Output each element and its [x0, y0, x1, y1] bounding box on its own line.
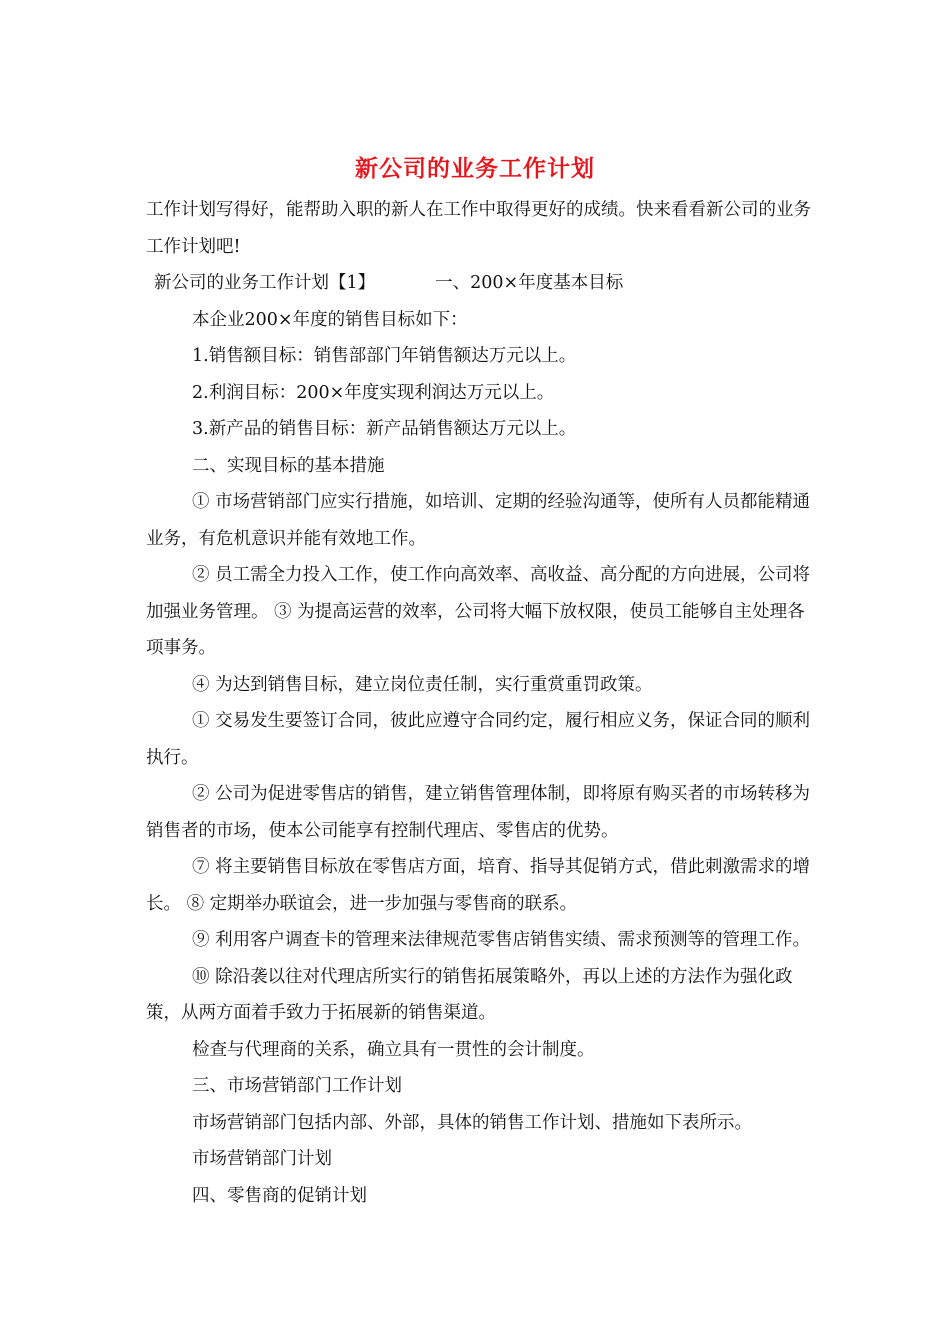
- heading-annual-goals: 一、200×年度基本目标: [435, 273, 624, 293]
- paragraph: ⑨ 利用客户调查卡的管理来法律规范零售店销售实绩、需求预测等的管理工作。: [192, 930, 811, 950]
- section-heading: 二、实现目标的基本措施: [192, 455, 385, 476]
- paragraph: ④ 为达到销售目标，建立岗位责任制，实行重赏重罚政策。: [192, 674, 653, 695]
- section-heading: 四、零售商的促销计划: [192, 1185, 367, 1206]
- section-heading: 三、市场营销部门工作计划: [192, 1076, 402, 1096]
- paragraph: 市场营销部门计划: [192, 1149, 332, 1169]
- list-item: 1.销售额目标：销售部部门年销售额达万元以上。: [192, 346, 577, 366]
- paragraph: ② 公司为促进零售店的销售，建立销售管理体制，即将原有购买者的市场转移为销售者的市场，使本公司能享有控制代理店、零售店的优势。: [146, 784, 811, 841]
- paragraph: ⑦ 将主要销售目标放在零售店方面，培育、指导其促销方式，借此刺激需求的增长。 ⑧ 定期举办联谊会，进一步加强与零售商的联系。: [146, 857, 811, 914]
- document-body: [146, 192, 816, 1214]
- plan-subtitle: 新公司的业务工作计划【1】: [154, 273, 376, 293]
- paragraph: ② 员工需全力投入工作，使工作向高效率、高收益、高分配的方向进展，公司将加强业务管理。 ③ 为提高运营的效率，公司将大幅下放权限，使员工能够自主处理各项事务。: [146, 565, 811, 658]
- paragraph: ① 市场营销部门应实行措施，如培训、定期的经验沟通等，使所有人员都能精通业务，有危机意识并能有效地工作。: [146, 492, 811, 549]
- paragraph: ① 交易发生要签订合同，彼此应遵守合同约定，履行相应义务，保证合同的顺利执行。: [146, 711, 811, 768]
- list-item: 2.利润目标：200×年度实现利润达万元以上。: [192, 382, 555, 403]
- document-title: 新公司的业务工作计划: [355, 155, 595, 182]
- list-item: 3.新产品的销售目标：新产品销售额达万元以上。: [192, 419, 577, 439]
- intro-paragraph: 工作计划写得好，能帮助入职的新人在工作中取得更好的成绩。快来看看新公司的业务工作计划吧!: [146, 200, 811, 257]
- paragraph: 本企业200×年度的销售目标如下：: [192, 309, 468, 330]
- paragraph: 检查与代理商的关系，确立具有一贯性的会计制度。: [192, 1039, 595, 1060]
- paragraph: ⑩ 除沿袭以往对代理店所实行的销售拓展策略外，再以上述的方法作为强化政策，从两方面着手致力于拓展新的销售渠道。: [146, 966, 793, 1023]
- section-heading-line: [146, 265, 816, 302]
- paragraph: 市场营销部门包括内部、外部，具体的销售工作计划、措施如下表所示。: [192, 1112, 752, 1133]
